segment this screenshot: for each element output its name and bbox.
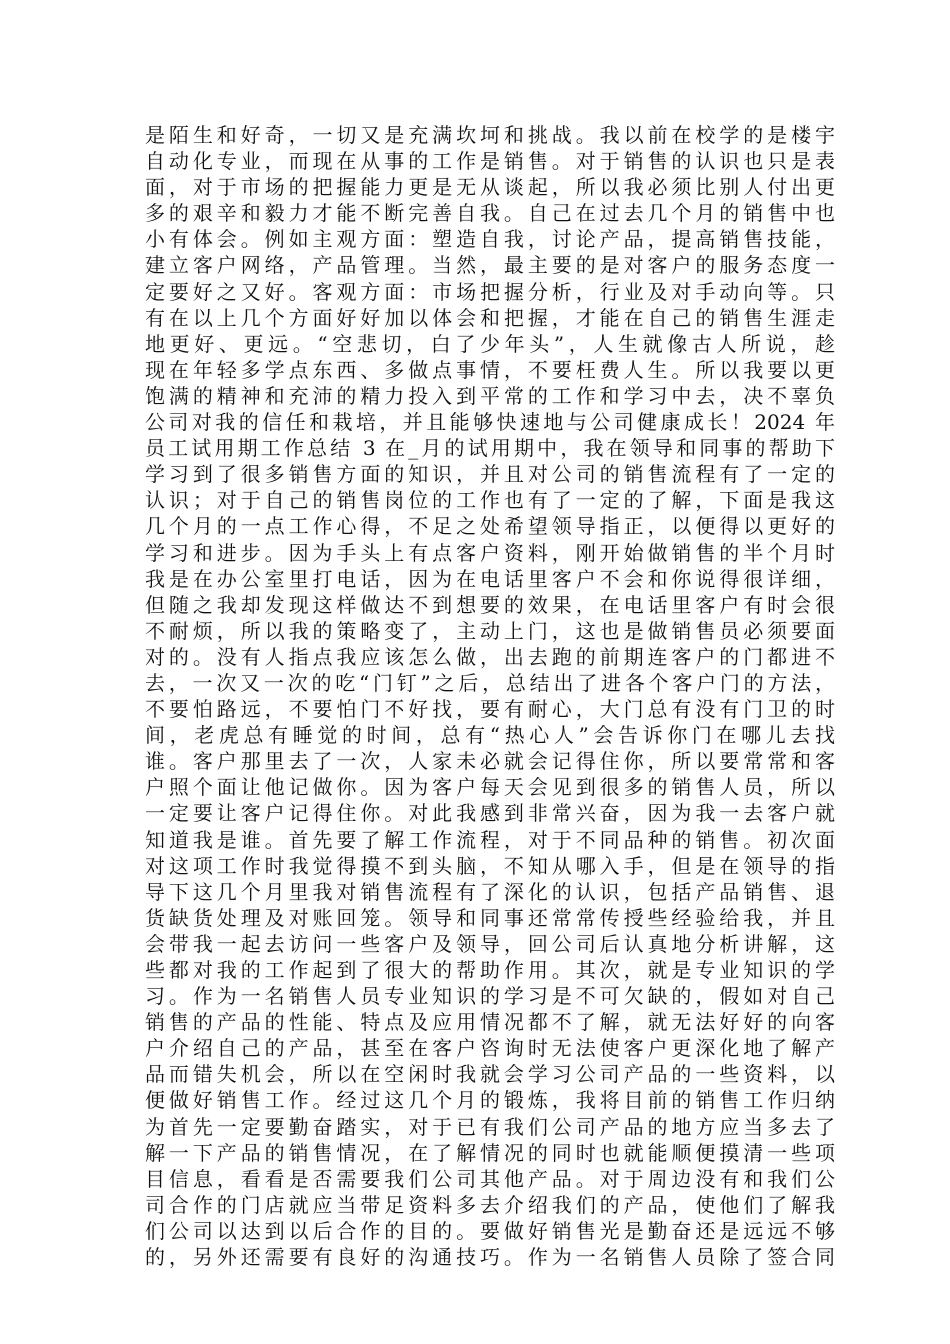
text-line: 学习到了很多销售方面的知识，并且对公司的销售流程有了一定的 — [145, 462, 835, 487]
body-text — [145, 122, 835, 1270]
text-line: 但随之我却发现这样做达不到想要的效果，在电话里客户有时会很 — [145, 592, 835, 617]
text-line: 一定要让客户记得住你。对此我感到非常兴奋，因为我一去客户就 — [145, 801, 835, 826]
text-line: 习。作为一名销售人员专业知识的学习是不可欠缺的，假如对自己 — [145, 984, 835, 1009]
text-line: 们公司以达到以后合作的目的。要做好销售光是勤奋还是远远不够 — [145, 1218, 835, 1243]
text-line: 地更好、更远。“空悲切，白了少年头”，人生就像古人所说，趁 — [145, 331, 835, 356]
text-line: 现在年轻多学点东西、多做点事情，不要枉费人生。所以我要以更 — [145, 357, 835, 382]
text-line: 自动化专业，而现在从事的工作是销售。对于销售的认识也只是表 — [145, 149, 835, 174]
text-line: 不要怕路远，不要怕门不好找，要有耐心，大门总有没有门卫的时 — [145, 697, 835, 722]
text-line: 谁。客户那里去了一次，人家未必就会记得住你，所以要常常和客 — [145, 749, 835, 774]
text-line: 不耐烦，所以我的策略变了，主动上门，这也是做销售员必须要面 — [145, 618, 835, 643]
text-line: 多的艰辛和毅力才能不断完善自我。自己在过去几个月的销售中也 — [145, 201, 835, 226]
text-line: 户照个面让他记做你。因为客户每天会见到很多的销售人员，所以 — [145, 775, 835, 800]
text-line: 对这项工作时我觉得摸不到头脑，不知从哪入手，但是在领导的指 — [145, 853, 835, 878]
text-line: 是陌生和好奇，一切又是充满坎坷和挑战。我以前在校学的是楼宇 — [145, 123, 835, 147]
text-line: 知道我是谁。首先要了解工作流程，对于不同品种的销售。初次面 — [145, 827, 835, 852]
text-line: 几个月的一点工作心得，不足之处希望领导指正，以便得以更好的 — [145, 514, 835, 539]
text-line: 货缺货处理及对账回笼。领导和同事还常常传授些经验给我，并且 — [145, 905, 835, 930]
text-line: 导下这几个月里我对销售流程有了深化的认识，包括产品销售、退 — [145, 879, 835, 904]
text-line: 目信息，看看是否需要我们公司其他产品。对于周边没有和我们公 — [145, 1166, 835, 1191]
text-line: 为首先一定要勤奋踏实，对于已有我们公司产品的地方应当多去了 — [145, 1114, 835, 1139]
text-line: 的，另外还需要有良好的沟通技巧。作为一名销售人员除了签合同 — [145, 1245, 835, 1270]
text-line: 小有体会。例如主观方面：塑造自我，讨论产品，提高销售技能， — [145, 227, 835, 252]
text-line: 员工试用期工作总结 3 在_月的试用期中，我在领导和同事的帮助下 — [145, 436, 835, 461]
text-line: 会带我一起去访问一些客户及领导，回公司后认真地分析讲解，这 — [145, 931, 835, 956]
text-line: 户介绍自己的产品，甚至在客户咨询时无法使客户更深化地了解产 — [145, 1036, 835, 1061]
text-line: 间，老虎总有睡觉的时间，总有“热心人”会告诉你门在哪儿去找 — [145, 723, 835, 748]
text-line: 饱满的精神和充沛的精力投入到平常的工作和学习中去，决不辜负 — [145, 383, 835, 408]
text-line: 学习和进步。因为手头上有点客户资料，刚开始做销售的半个月时 — [145, 540, 835, 565]
text-line: 对的。没有人指点我应该怎么做，出去跑的前期连客户的门都进不 — [145, 644, 835, 669]
text-line: 解一下产品的销售情况，在了解情况的同时也就能顺便摸清一些项 — [145, 1140, 835, 1165]
text-line: 公司对我的信任和栽培，并且能够快速地与公司健康成长！2024 年 — [145, 410, 835, 435]
text-line: 面，对于市场的把握能力更是无从谈起，所以我必须比别人付出更 — [145, 175, 835, 200]
text-line: 些都对我的工作起到了很大的帮助作用。其次，就是专业知识的学 — [145, 958, 835, 982]
text-line: 品而错失机会，所以在空闲时我就会学习公司产品的一些资料，以 — [145, 1062, 835, 1087]
text-line: 建立客户网络，产品管理。当然，最主要的是对客户的服务态度一 — [145, 253, 835, 278]
text-line: 司合作的门店就应当带足资料多去介绍我们的产品，使他们了解我 — [145, 1192, 835, 1217]
text-line: 认识；对于自己的销售岗位的工作也有了一定的了解，下面是我这 — [145, 488, 835, 513]
text-line: 销售的产品的性能、特点及应用情况都不了解，就无法好好的向客 — [145, 1010, 835, 1035]
text-line: 去，一次又一次的吃“门钉”之后，总结出了进各个客户门的方法， — [145, 670, 835, 695]
text-line: 我是在办公室里打电话，因为在电话里客户不会和你说得很详细， — [145, 566, 835, 591]
text-line: 便做好销售工作。经过这几个月的锻炼，我将目前的销售工作归纳 — [145, 1088, 835, 1113]
text-line: 定要好之又好。客观方面：市场把握分析，行业及对手动向等。只 — [145, 279, 835, 304]
text-line: 有在以上几个方面好好加以体会和把握，才能在自己的销售生涯走 — [145, 305, 835, 330]
